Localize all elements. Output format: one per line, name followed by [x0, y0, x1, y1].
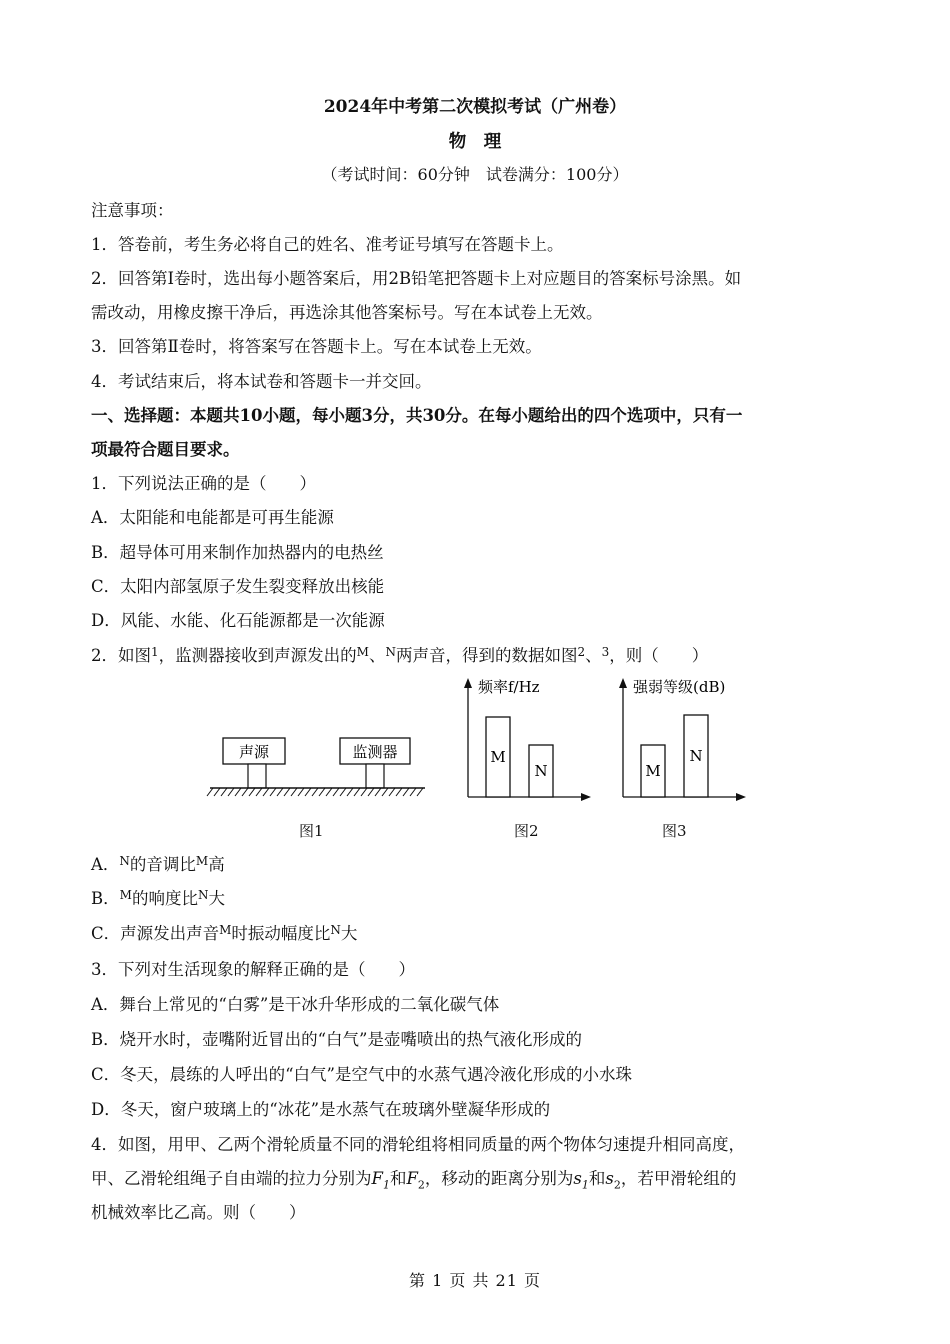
hatch-mark — [284, 788, 290, 796]
hatch-mark — [396, 788, 402, 796]
figure-1-caption: 图1 — [299, 822, 324, 840]
note-item: 需改动，用橡皮擦干净后，再选涂其他答案标号。写在本试卷上无效。 — [91, 303, 603, 322]
hatch-mark — [319, 788, 325, 796]
hatch-mark — [361, 788, 367, 796]
hatch-mark — [368, 788, 374, 796]
x-axis-arrow — [581, 793, 591, 801]
hatch-mark — [375, 788, 381, 796]
hatch-mark — [242, 788, 248, 796]
notes-heading: 注意事项： — [91, 201, 174, 220]
sound-source-label: 声源 — [238, 743, 270, 761]
hatch-mark — [263, 788, 269, 796]
hatch-mark — [312, 788, 318, 796]
note-item: 2．回答第Ⅰ卷时，选出每小题答案后，用2B铅笔把答题卡上对应题目的答案标号涂黑。如 — [91, 269, 742, 288]
hatch-mark — [410, 788, 416, 796]
q4-stem-line2: 甲、乙滑轮组绳子自由端的拉力分别为$F_1$和$F_2$，移动的距离分别为$s_1$和$s_2$，若甲滑轮组的 — [91, 1169, 737, 1192]
y-axis-label: 强弱等级(dB) — [633, 678, 726, 696]
hatch-mark — [291, 788, 297, 796]
subject-title: 物 理 — [448, 132, 502, 152]
q3-stem: 3．下列对生活现象的解释正确的是（ ） — [91, 960, 415, 979]
hatch-mark — [305, 788, 311, 796]
bar-n-label: N — [689, 747, 703, 765]
monitor-stand — [366, 764, 384, 788]
q1-option-c: C．太阳内部氢原子发生裂变释放出核能 — [91, 577, 385, 596]
hatch-mark — [249, 788, 255, 796]
note-item: 1．答卷前，考生务必将自己的姓名、准考证号填写在答题卡上。 — [91, 235, 564, 254]
figure-1-diagram — [205, 730, 430, 805]
page-footer: 第 1 页 共 21 页 — [409, 1271, 541, 1290]
figure-3-chart — [610, 675, 750, 805]
q2-option-c: C．声源发出声音$^M$时振动幅度比$^N$大 — [91, 923, 358, 943]
q3-option-a: A．舞台上常见的“白雾”是干冰升华形成的二氧化碳气体 — [91, 995, 500, 1014]
hatch-mark — [298, 788, 304, 796]
y-axis-label: 频率f/Hz — [478, 678, 540, 696]
hatch-mark — [389, 788, 395, 796]
hatch-mark — [221, 788, 227, 796]
hatch-mark — [277, 788, 283, 796]
figure-2-chart — [455, 675, 595, 805]
q3-option-d: D．冬天，窗户玻璃上的“冰花”是水蒸气在玻璃外壁凝华形成的 — [91, 1100, 551, 1119]
exam-info: （考试时间：60分钟 试卷满分：100分） — [321, 165, 629, 184]
note-item: 3．回答第Ⅱ卷时，将答案写在答题卡上。写在本试卷上无效。 — [91, 337, 542, 356]
hatch-mark — [207, 788, 213, 796]
hatch-mark — [326, 788, 332, 796]
figure-2-caption: 图2 — [514, 822, 539, 840]
section-heading: 一、选择题：本题共10小题，每小题3分，共30分。在每小题给出的四个选项中，只有一 — [91, 406, 743, 425]
q4-stem-line3: 机械效率比乙高。则（ ） — [91, 1203, 306, 1222]
note-item: 4．考试结束后，将本试卷和答题卡一并交回。 — [91, 372, 432, 391]
q2-stem: 2．如图$^1$，监测器接收到声源发出的$^M$、$^N$两声音，得到的数据如图$^2$、$^3$，则（ ） — [91, 645, 709, 665]
monitor-label: 监测器 — [352, 743, 398, 761]
exam-title: 2024年中考第二次模拟考试（广州卷） — [323, 97, 627, 117]
q1-option-b: B．超导体可用来制作加热器内的电热丝 — [91, 543, 384, 562]
y-axis-arrow — [464, 678, 472, 688]
bar-n-label: N — [534, 762, 548, 780]
hatch-mark — [228, 788, 234, 796]
hatch-mark — [214, 788, 220, 796]
figure-3-caption: 图3 — [662, 822, 687, 840]
q3-option-c: C．冬天，晨练的人呼出的“白气”是空气中的水蒸气遇冷液化形成的小水珠 — [91, 1065, 632, 1084]
section-heading-cont: 项最符合题目要求。 — [91, 440, 240, 459]
source-stand — [248, 764, 266, 788]
hatch-mark — [235, 788, 241, 796]
bar-m-label: M — [490, 748, 506, 766]
hatch-mark — [340, 788, 346, 796]
hatch-mark — [256, 788, 262, 796]
q1-stem: 1．下列说法正确的是（ ） — [91, 474, 316, 493]
q4-stem-line1: 4．如图，用甲、乙两个滑轮质量不同的滑轮组将相同质量的两个物体匀速提升相同高度， — [91, 1135, 745, 1154]
hatch-mark — [270, 788, 276, 796]
q3-option-b: B．烧开水时，壶嘴附近冒出的“白气”是壶嘴喷出的热气液化形成的 — [91, 1030, 582, 1049]
hatch-mark — [417, 788, 423, 796]
ground-hatching — [207, 788, 423, 796]
bar-m-label: M — [645, 762, 661, 780]
x-axis-arrow — [736, 793, 746, 801]
hatch-mark — [354, 788, 360, 796]
q2-option-a: A．$^N$的音调比$^M$高 — [91, 854, 225, 874]
q1-option-d: D．风能、水能、化石能源都是一次能源 — [91, 611, 385, 630]
hatch-mark — [403, 788, 409, 796]
y-axis-arrow — [619, 678, 627, 688]
hatch-mark — [382, 788, 388, 796]
q2-option-b: B．$^M$的响度比$^N$大 — [91, 888, 225, 908]
hatch-mark — [347, 788, 353, 796]
hatch-mark — [333, 788, 339, 796]
q1-option-a: A．太阳能和电能都是可再生能源 — [91, 508, 334, 527]
